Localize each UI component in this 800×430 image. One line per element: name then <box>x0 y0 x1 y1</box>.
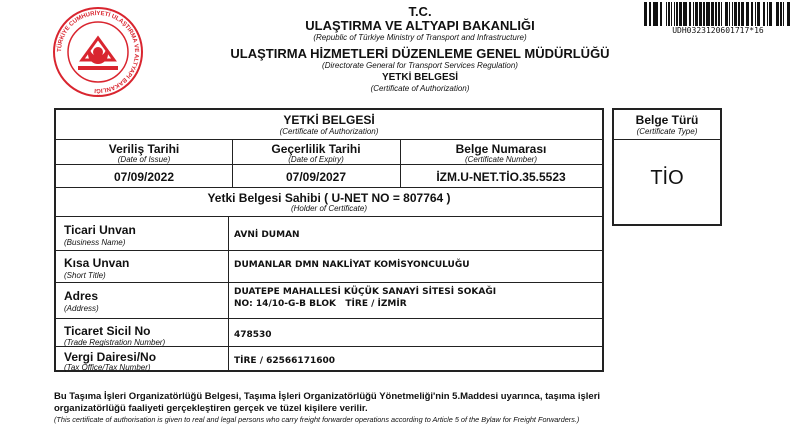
barcode-bar <box>734 2 737 26</box>
short-title-label: Kısa Unvan <box>64 256 130 270</box>
address-label: Adres <box>64 289 99 303</box>
tax-office-value: TİRE / 62566171600 <box>234 356 336 366</box>
footer-text-line2: organizatörlüğü faaliyeti gerçekleştiren gerçek ve tüzel kişilere verilir. <box>54 403 368 414</box>
certificate-type-label: Belge Türü <box>635 113 699 127</box>
header-ministry: ULAŞTIRMA VE ALTYAPI BAKANLIĞI <box>305 18 535 33</box>
issue-date-value: 07/09/2022 <box>113 170 175 184</box>
divider-row1 <box>56 250 602 251</box>
barcode-bar <box>776 2 779 26</box>
barcode-bar <box>693 2 694 26</box>
barcode-bar <box>718 2 719 26</box>
trade-registration-label: Ticaret Sicil No <box>64 324 151 338</box>
barcode-bar <box>703 2 704 26</box>
barcode-bar <box>649 2 650 26</box>
barcode-bar <box>746 2 749 26</box>
address-value-line2: NO: 14/10-G-B BLOK TİRE / İZMİR <box>234 299 407 309</box>
main-title: YETKİ BELGESİ <box>283 113 375 127</box>
barcode-bar <box>660 2 661 26</box>
barcode-bar <box>699 2 702 26</box>
expiry-date-label: Geçerlilik Tarihi <box>271 142 361 156</box>
barcode-bar <box>683 2 687 26</box>
expiry-date-value: 07/09/2027 <box>285 170 347 184</box>
trade-registration-value: 478530 <box>234 330 272 340</box>
barcode-bar <box>671 2 672 26</box>
certificate-type-label-en: (Certificate Type) <box>636 127 698 136</box>
barcode-bar <box>644 2 647 26</box>
tax-office-label-en: (Tax Office/Tax Number) <box>64 363 151 372</box>
barcode-bar <box>668 2 669 26</box>
barcode-bar <box>721 2 722 26</box>
header-directorate-en: (Directorate General for Transport Services Regulation) <box>322 61 518 70</box>
ministry-seal <box>52 6 144 98</box>
business-name-label: Ticari Unvan <box>64 223 136 237</box>
expiry-date-label-en: (Date of Expiry) <box>288 155 344 164</box>
holder-label-en: (Holder of Certificate) <box>290 204 368 213</box>
address-label-en: (Address) <box>64 304 99 313</box>
divider-dates-val <box>56 187 602 188</box>
barcode-bar <box>763 2 766 26</box>
divider-type-box <box>614 139 720 140</box>
short-title-value: DUMANLAR DMN NAKLİYAT KOMİSYONCULUĞU <box>234 260 470 270</box>
barcode-bar <box>751 2 754 26</box>
barcode-bar <box>755 2 756 26</box>
divider-row4 <box>56 346 602 347</box>
short-title-label-en: (Short Title) <box>64 271 106 280</box>
issue-date-label-en: (Date of Issue) <box>117 155 171 164</box>
tax-office-label: Vergi Dairesi/No <box>64 350 157 364</box>
header-doc-title: YETKİ BELGESİ <box>381 72 459 83</box>
barcode-bar <box>757 2 760 26</box>
barcode-bar <box>732 2 733 26</box>
issue-date-label: Veriliş Tarihi <box>108 142 180 156</box>
barcode-bar <box>653 2 657 26</box>
barcode-number: UDH0323120601717*16 <box>672 26 764 35</box>
barcode-bar <box>711 2 714 26</box>
footer-text-line1: Bu Taşıma İşleri Organizatörlüğü Belgesi, Taşıma İşleri Organizatörlüğü Yönetmeliği'nin 5.Maddesi uyarınca, taşıma işleri <box>54 391 601 402</box>
address-value-line1: DUATEPE MAHALLESİ KÜÇÜK SANAYİ SİTESİ SOKAĞI <box>234 287 497 297</box>
seal-emblem-icon <box>52 6 144 98</box>
main-title-en: (Certificate of Authorization) <box>279 127 379 136</box>
barcode-bar <box>679 2 682 26</box>
barcode-bar <box>769 2 772 26</box>
holder-label: Yetki Belgesi Sahibi ( U-NET NO = 807764 ) <box>207 191 451 205</box>
barcode-bar <box>738 2 739 26</box>
footer-text-line3: (This certificate of authorisation is given to real and legal persons who carry freight forwarder operations according to Article 5 of the Bylaw for Freight Forwarders.) <box>54 415 580 424</box>
divider-dates-head <box>56 164 602 165</box>
seal-ring-text: TÜRKİYE CUMHURİYETİ ULAŞTIRMA VE ALTYAPI BAKANLIĞI <box>56 10 140 94</box>
certificate-type-value: TİO <box>650 167 684 189</box>
barcode-bar <box>780 2 781 26</box>
divider-holder <box>56 216 602 217</box>
barcode-bar <box>767 2 768 26</box>
barcode-bar <box>741 2 744 26</box>
barcode-bar <box>695 2 698 26</box>
barcode-bar <box>689 2 692 26</box>
business-name-label-en: (Business Name) <box>64 238 126 247</box>
barcode-bar <box>787 2 790 26</box>
barcode-bar <box>729 2 730 26</box>
divider-row3 <box>56 318 602 319</box>
header-doc-title-en: (Certificate of Authorization) <box>370 84 470 93</box>
header-directorate: ULAŞTIRMA HİZMETLERİ DÜZENLEME GENEL MÜDÜRLÜĞÜ <box>230 46 610 61</box>
certificate-number-value: İZM.U-NET.TİO.35.5523 <box>436 170 566 184</box>
divider-row2 <box>56 282 602 283</box>
barcode-bar <box>715 2 716 26</box>
barcode-bar <box>783 2 784 26</box>
barcode-bar <box>725 2 728 26</box>
barcode-bar <box>674 2 675 26</box>
certificate-number-label: Belge Numarası <box>455 142 547 156</box>
certificate-number-label-en: (Certificate Number) <box>464 155 537 164</box>
barcode-bar <box>666 2 667 26</box>
barcode-bar <box>706 2 710 26</box>
divider-title <box>56 139 602 140</box>
header-tc: T.C. <box>408 4 432 19</box>
barcode-bar <box>676 2 677 26</box>
header-ministry-en: (Republic of Türkiye Ministry of Transport and Infrastructure) <box>313 33 527 42</box>
business-name-value: AVNİ DUMAN <box>234 230 300 240</box>
trade-registration-label-en: (Trade Registration Number) <box>64 338 166 347</box>
barcode <box>644 2 792 26</box>
